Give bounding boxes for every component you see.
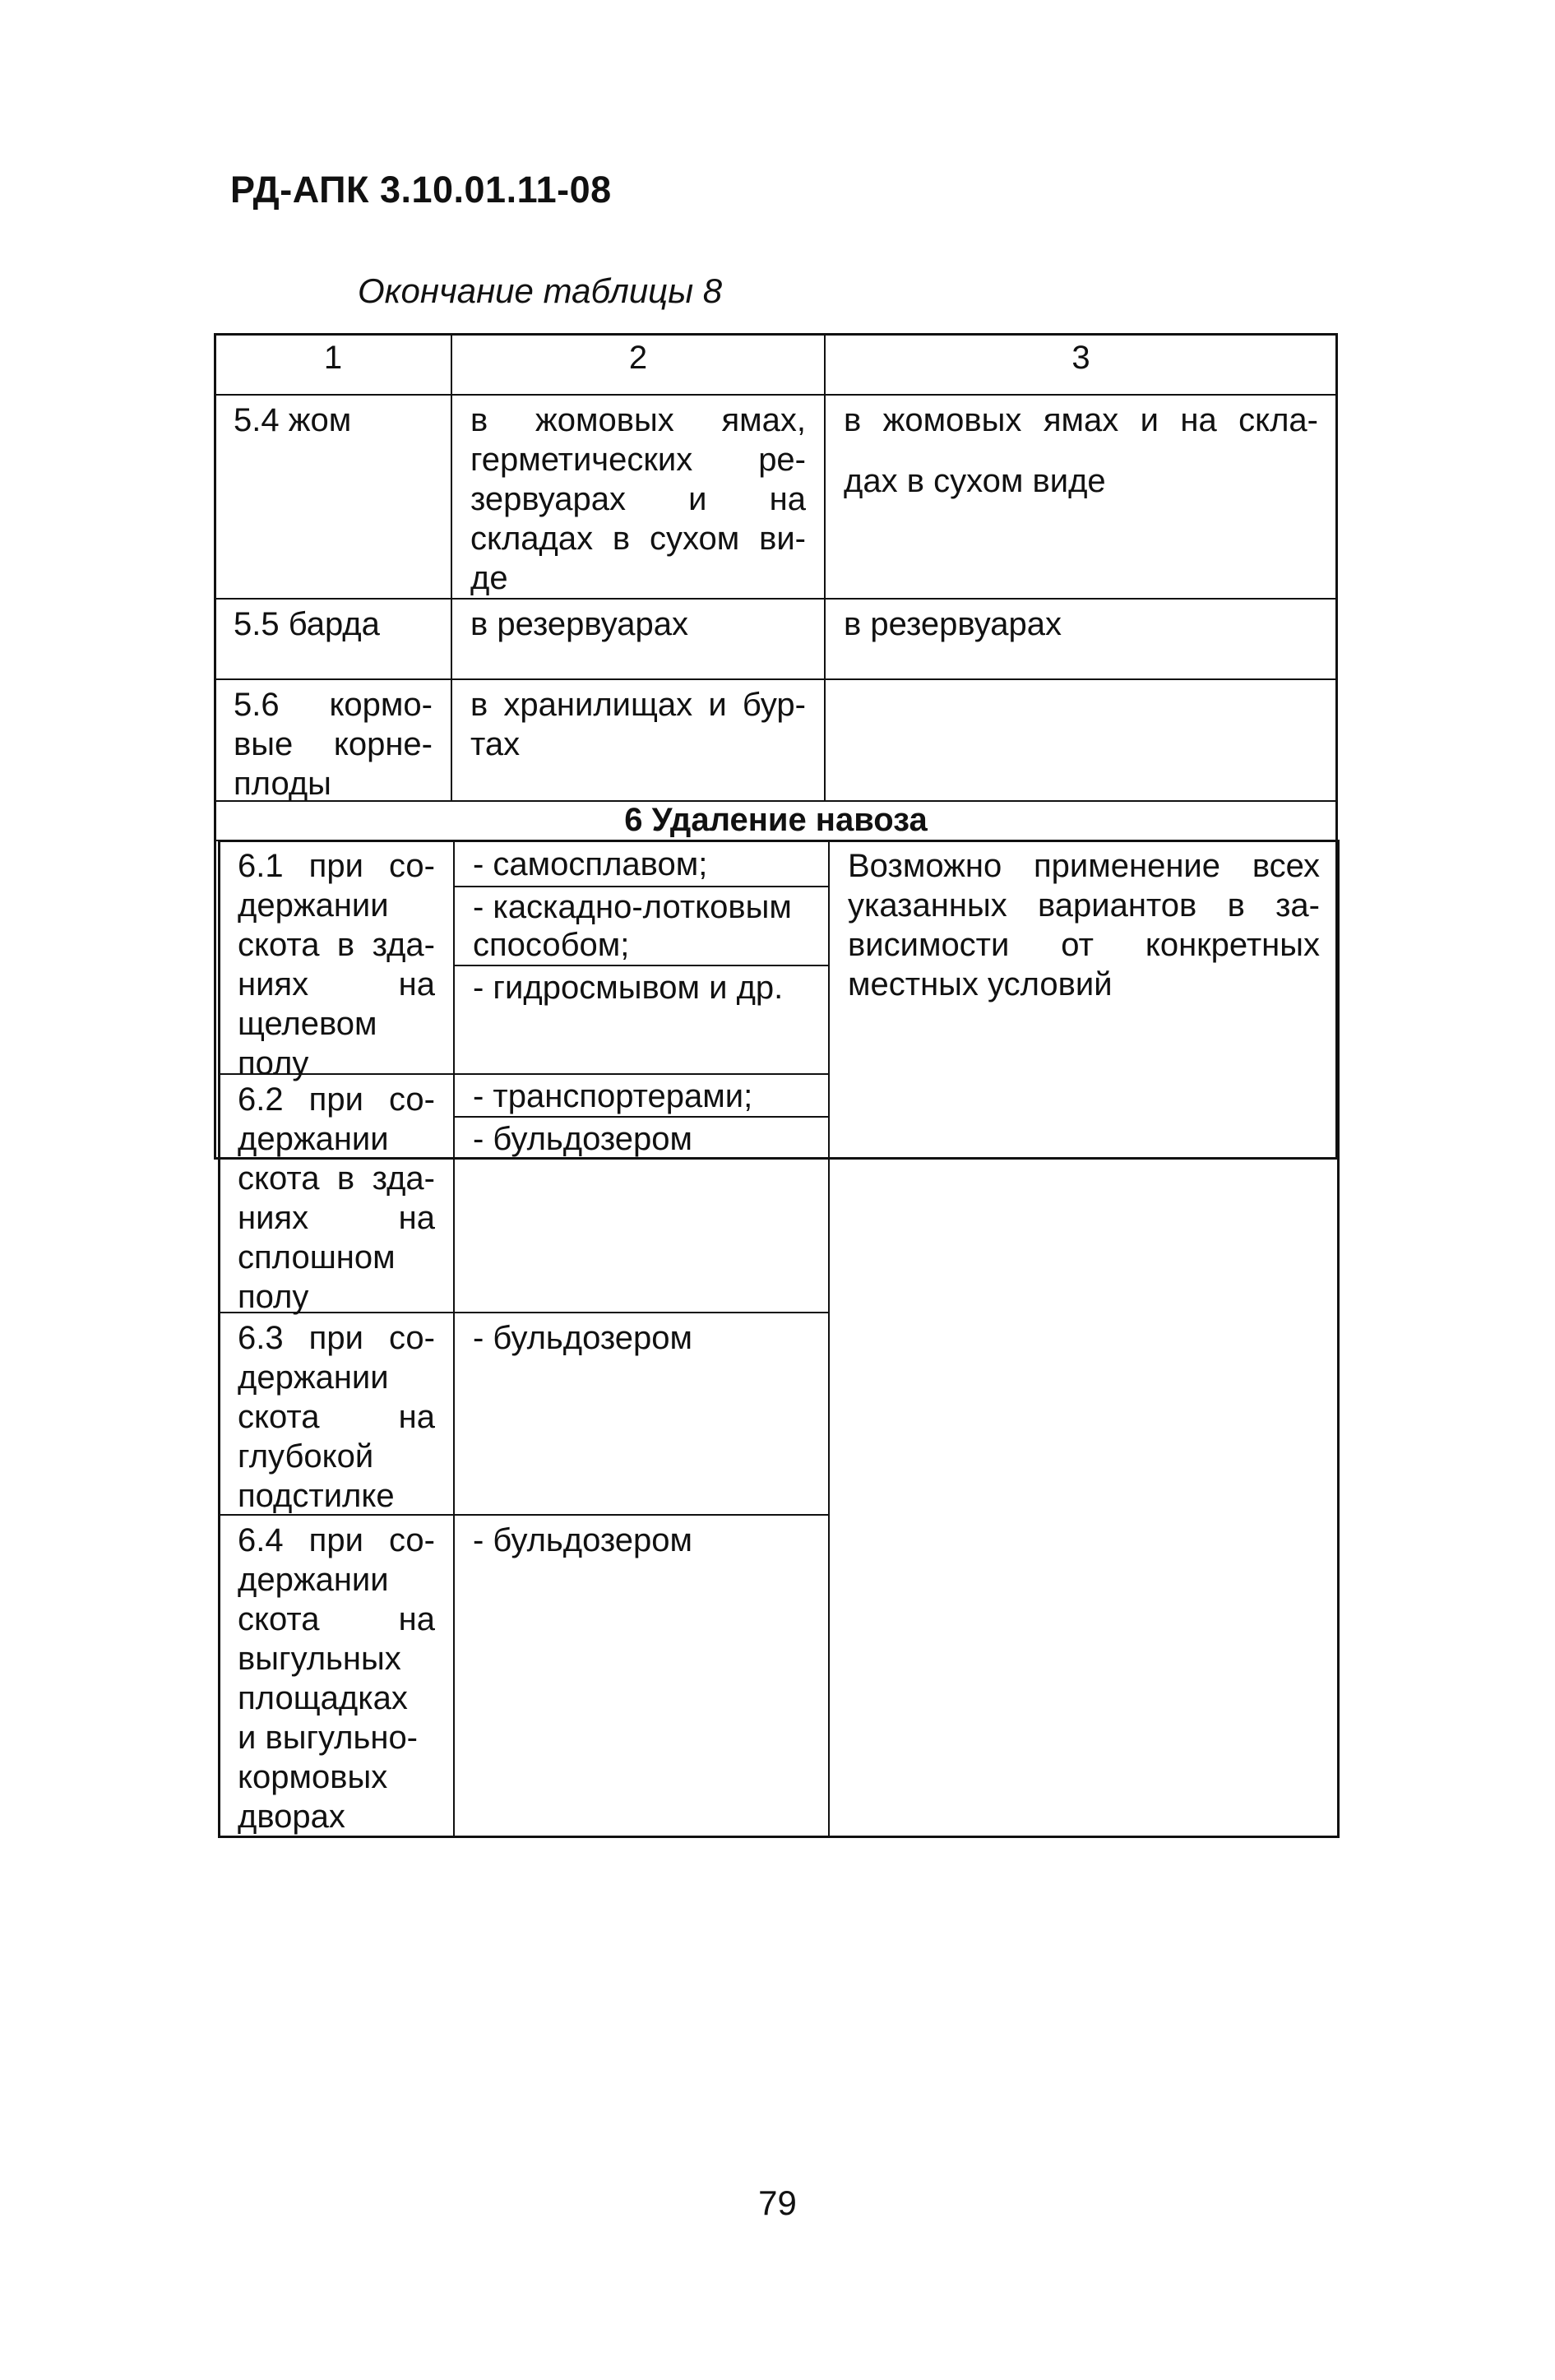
row-5-5-col3: в резервуарах bbox=[824, 598, 1338, 680]
row-6-3-name: 6.3 при со- держании скота на глубокой подстилке bbox=[218, 1312, 455, 1516]
method-item: - бульдозером bbox=[473, 1121, 693, 1157]
row-5-5-name: 5.5 барда bbox=[214, 598, 452, 680]
row-5-6-col3 bbox=[824, 678, 1338, 802]
method-item: - гидросмывом и др. bbox=[473, 970, 784, 1006]
method-item: - транспортерами; bbox=[473, 1078, 753, 1114]
divider bbox=[455, 886, 828, 887]
row-5-5-col2: в резервуарах bbox=[451, 598, 826, 680]
manure-options-note: Возможно применение всех указанных вариантов в за- висимости от конкретных местных условий bbox=[828, 840, 1340, 1838]
row-6-3-col2: - бульдозером bbox=[453, 1312, 830, 1516]
row-6-1-col2 bbox=[453, 840, 830, 1075]
row-6-2-name: 6.2 при со- держании скота в зда- ниях на сплошном полу bbox=[218, 1073, 455, 1313]
page-number: 79 bbox=[758, 2183, 797, 2222]
method-item: - каскадно-лотковым bbox=[473, 889, 792, 925]
row-6-1-name: 6.1 при со- держании скота в зда- ниях на щелевом полу bbox=[218, 840, 455, 1075]
row-5-4-col3: в жомовых ямах и на скла- дах в сухом виде bbox=[824, 394, 1338, 600]
row-5-6-name: 5.6 кормо- вые корне- плоды bbox=[214, 678, 452, 802]
column-header-2: 2 bbox=[451, 333, 826, 396]
row-5-6-col2: в хранилищах и бур- тах bbox=[451, 678, 826, 802]
divider bbox=[455, 965, 828, 966]
row-5-4-name: 5.4 жом bbox=[214, 394, 452, 600]
row-5-4-col2: в жомовых ямах, герметических ре- зервуарах и на складах в сухом ви- де bbox=[451, 394, 826, 600]
column-header-3: 3 bbox=[824, 333, 1338, 396]
row-6-4-name: 6.4 при со- держании скота на выгульных площадках и выгульно- кормовых дворах bbox=[218, 1514, 455, 1838]
section-title: 6 Удаление навоза bbox=[214, 800, 1338, 841]
divider bbox=[455, 1116, 828, 1118]
method-item: способом; bbox=[473, 927, 630, 963]
row-6-4-col2: - бульдозером bbox=[453, 1514, 830, 1838]
column-header-1: 1 bbox=[214, 333, 452, 396]
document-code: РД-АПК 3.10.01.11-08 bbox=[230, 169, 612, 211]
row-6-2-col2 bbox=[453, 1073, 830, 1313]
method-item: - самосплавом; bbox=[473, 846, 708, 882]
table-caption: Окончание таблицы 8 bbox=[358, 271, 723, 310]
